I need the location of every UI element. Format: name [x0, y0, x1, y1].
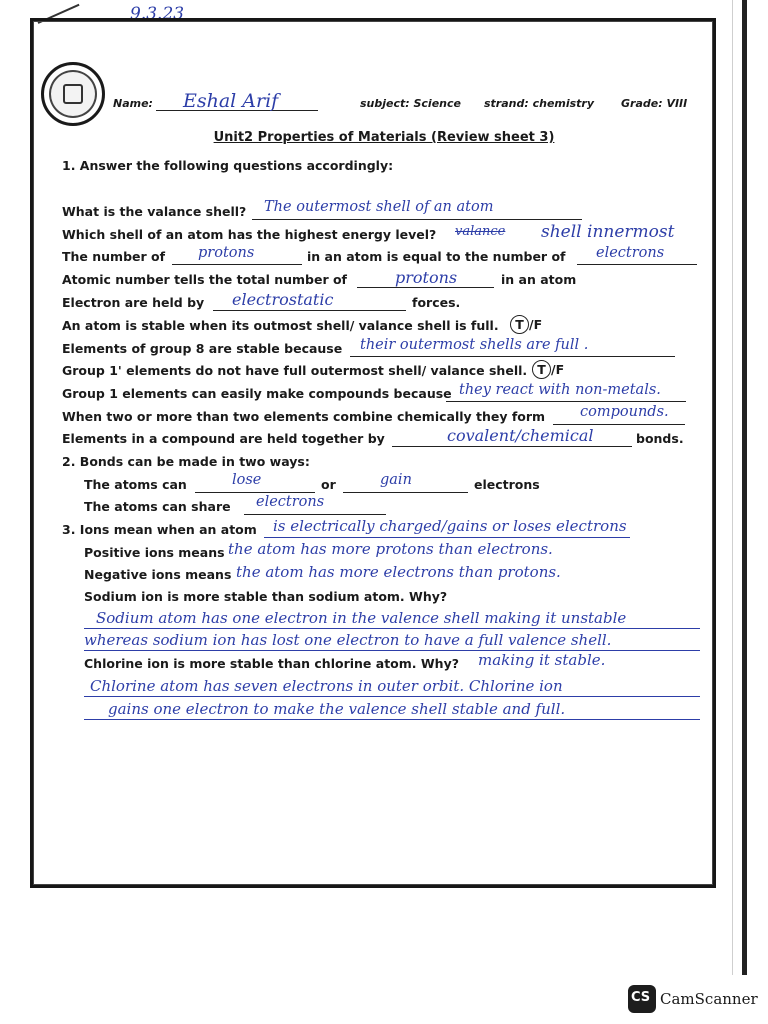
s3-q2-text: Positive ions means [84, 545, 225, 560]
s3-q1-line [264, 537, 630, 538]
s3-q4-text: Sodium ion is more stable than sodium atom. Why? [84, 589, 448, 604]
grade-label: Grade: VIII [621, 97, 688, 110]
q4-line [357, 287, 494, 288]
q4-answer: protons [395, 268, 458, 287]
q6-true-circled: T [510, 315, 529, 334]
page-edge-shadow [732, 0, 733, 975]
s3-q5-text: Chlorine ion is more stable than chlorine atom. Why? [84, 656, 459, 671]
q7-answer: their outermost shells are full . [360, 337, 589, 353]
student-name: Eshal Arif [183, 90, 279, 112]
s2-r2-text: The atoms can share [84, 499, 231, 514]
q10-text: When two or more than two elements combine chemically they form [62, 409, 546, 424]
q3-line-a [172, 264, 302, 265]
q4-text-a: Atomic number tells the total number of [62, 272, 347, 287]
s3-q3-text: Negative ions means [84, 567, 232, 582]
s3-q3-answer: the atom has more electrons than protons. [236, 563, 561, 581]
q1-line [252, 219, 582, 220]
q11-line [392, 446, 632, 447]
school-seal-icon [41, 62, 105, 126]
q6-false-option: /F [529, 317, 543, 332]
q3-text-b: in an atom is equal to the number of [307, 249, 566, 264]
s2-r1-answer-b: gain [380, 472, 412, 488]
s3-q4-rule1 [84, 628, 700, 629]
sheet-title: Unit2 Properties of Materials (Review sheet 3) [213, 130, 555, 145]
s2-r1-answer-a: lose [232, 472, 262, 488]
s3-q5-extra-answer: making it stable. [478, 651, 606, 669]
camscanner-watermark: CamScanner [660, 990, 758, 1008]
s3-q5-answer-line2: gains one electron to make the valence shell stable and full. [108, 700, 566, 718]
q1-answer: The outermost shell of an atom [264, 199, 494, 215]
q3-answer-a: protons [198, 245, 255, 261]
q3-line-b [577, 264, 697, 265]
q5-answer: electrostatic [232, 290, 334, 309]
s3-q5-answer-line1: Chlorine atom has seven electrons in outer orbit. Chlorine ion [90, 677, 563, 695]
s3-q1-answer: is electrically charged/gains or loses electrons [273, 517, 627, 535]
q9-line [446, 401, 686, 402]
q6-true-false [510, 315, 542, 334]
q8-true-false [532, 360, 564, 379]
s2-r2-answer: electrons [256, 494, 325, 510]
s2-r1-text-a: The atoms can [84, 477, 187, 492]
q2-struck-answer: valance [455, 224, 506, 239]
s3-q5-rule2 [84, 719, 700, 720]
handwritten-date: 9.3.23 [130, 4, 185, 24]
s2-r1-text-b: or [321, 477, 336, 492]
q11-text-b: bonds. [636, 431, 684, 446]
q7-line [350, 356, 675, 357]
s3-q4-answer-line1: Sodium atom has one electron in the valence shell making it unstable [96, 609, 627, 627]
q5-line [213, 310, 406, 311]
q2-answer: shell innermost [541, 222, 675, 242]
q2-text: Which shell of an atom has the highest energy level? [62, 227, 437, 242]
q3-answer-b: electrons [596, 245, 665, 261]
q8-text: Group 1' elements do not have full outermost shell/ valance shell. [62, 363, 528, 378]
page-edge [742, 0, 747, 975]
q7-text: Elements of group 8 are stable because [62, 341, 343, 356]
q5-text-a: Electron are held by [62, 295, 205, 310]
camscanner-logo-icon: CS [628, 985, 656, 1013]
q10-answer: compounds. [580, 404, 669, 420]
s3-q4-rule2 [84, 650, 700, 651]
q4-text-b: in an atom [501, 272, 577, 287]
subject-label: subject: Science [360, 97, 461, 110]
q11-answer: covalent/chemical [447, 426, 594, 445]
s3-q2-answer: the atom has more protons than electrons. [228, 540, 553, 558]
q9-answer: they react with non-metals. [459, 382, 661, 398]
q5-text-b: forces. [412, 295, 461, 310]
s3-q1-text: 3. Ions mean when an atom [62, 522, 257, 537]
strand-label: strand: chemistry [484, 97, 595, 110]
q11-text-a: Elements in a compound are held together by [62, 431, 385, 446]
q8-false-option: /F [551, 362, 565, 377]
name-label: Name: [113, 97, 153, 110]
section1-heading: 1. Answer the following questions accordingly: [62, 158, 394, 173]
s2-r1-text-c: electrons [474, 477, 540, 492]
q1-text: What is the valance shell? [62, 204, 247, 219]
q10-line [553, 424, 685, 425]
q8-true-circled: T [532, 360, 551, 379]
q9-text: Group 1 elements can easily make compounds because [62, 386, 452, 401]
worksheet-border [30, 18, 716, 888]
s2-r1-line-a [195, 492, 315, 493]
s2-r1-line-b [343, 492, 468, 493]
q3-text-a: The number of [62, 249, 166, 264]
q6-text: An atom is stable when its outmost shell/ valance shell is full. [62, 318, 499, 333]
s3-q4-answer-line2: whereas sodium ion has lost one electron to have a full valence shell. [84, 631, 612, 649]
section2-heading: 2. Bonds can be made in two ways: [62, 454, 310, 469]
s3-q5-rule1 [84, 696, 700, 697]
s2-r2-line [244, 514, 386, 515]
